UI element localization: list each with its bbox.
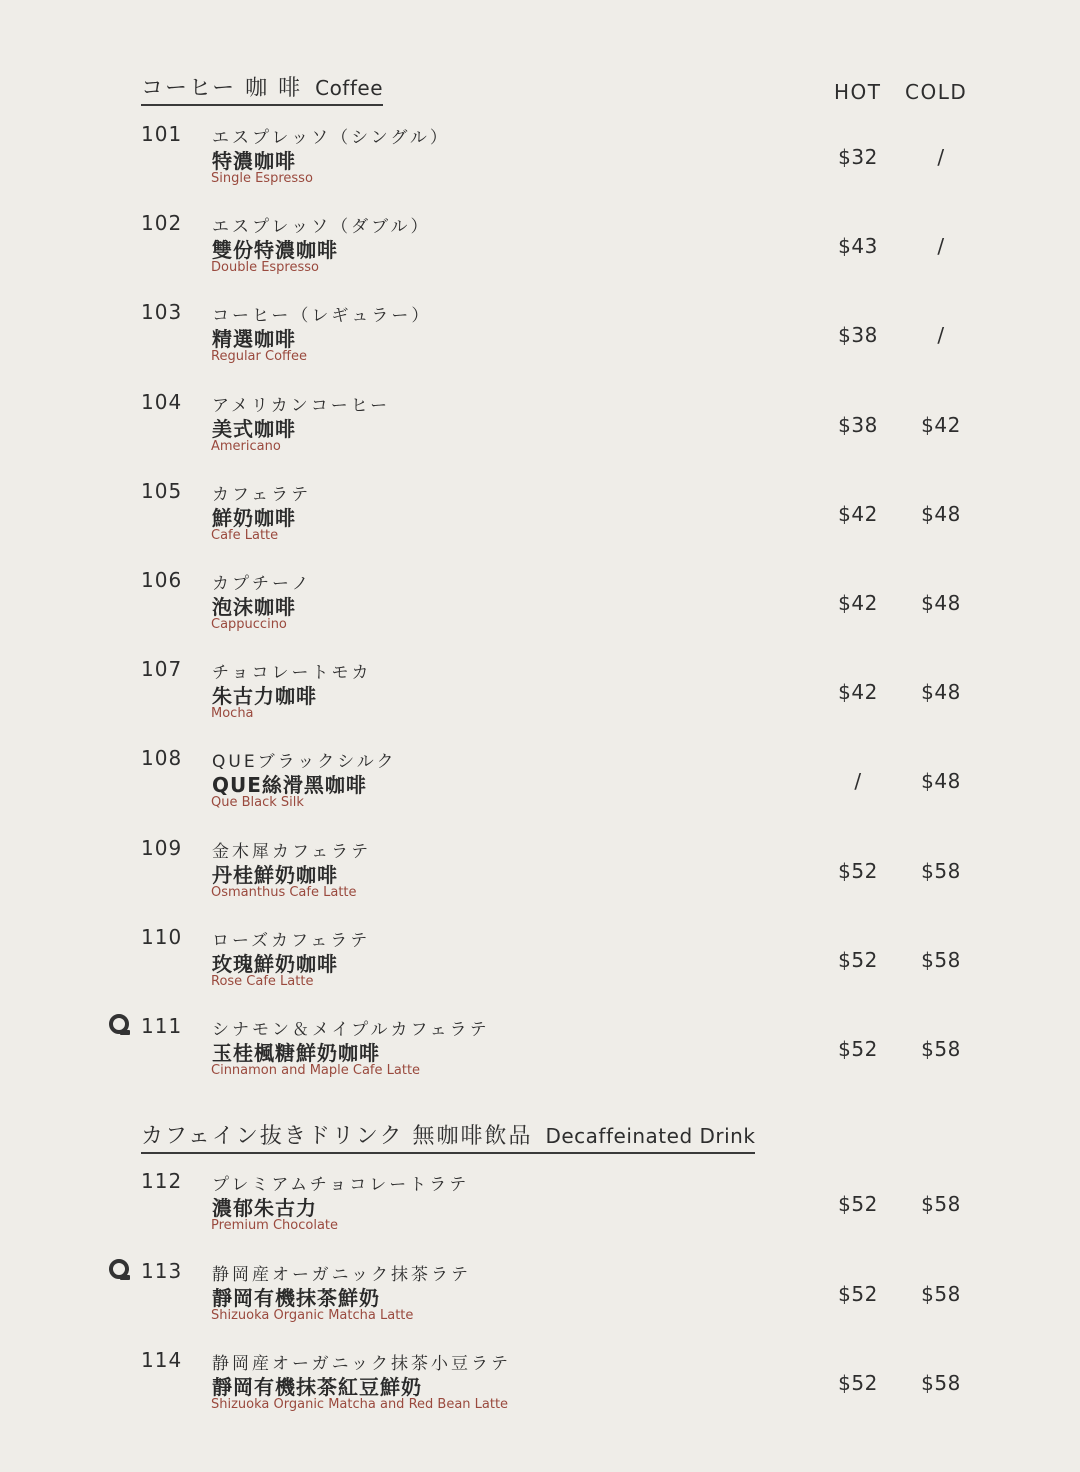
hot-price: $52 bbox=[838, 1192, 878, 1216]
item-name-en: Americano bbox=[211, 438, 281, 454]
hot-price: $38 bbox=[838, 323, 878, 348]
decaf-section-header bbox=[141, 1114, 755, 1154]
item-number: 114 bbox=[141, 1348, 183, 1372]
item-name-en: Mocha bbox=[211, 706, 254, 722]
menu-item bbox=[0, 836, 1080, 916]
item-name-jp: カプチーノ bbox=[212, 574, 312, 594]
item-number: 113 bbox=[141, 1258, 183, 1283]
hot-price: $43 bbox=[838, 234, 878, 259]
cold-price: $58 bbox=[921, 858, 961, 883]
item-name-zh: 濃郁朱古力 bbox=[212, 1196, 317, 1220]
cold-price: / bbox=[937, 145, 945, 169]
menu-item bbox=[0, 211, 1080, 291]
item-name-en: Cafe Latte bbox=[211, 527, 279, 543]
item-name-jp: アメリカンコーヒー bbox=[212, 395, 391, 416]
item-name-zh: 精選咖啡 bbox=[212, 327, 296, 352]
item-name-zh: 雙份特濃咖啡 bbox=[212, 238, 338, 263]
item-name-en: Double Espresso bbox=[211, 260, 319, 276]
cold-price: $58 bbox=[921, 1192, 961, 1216]
menu-item bbox=[0, 1348, 1080, 1428]
hot-column-header: HOT bbox=[834, 80, 882, 104]
item-name-zh: 美式咖啡 bbox=[212, 416, 296, 441]
menu-item bbox=[0, 568, 1080, 648]
cold-price: $58 bbox=[921, 1371, 961, 1395]
hot-price: $38 bbox=[838, 412, 878, 437]
item-name-zh: 玉桂楓糖鮮奶咖啡 bbox=[212, 1041, 380, 1065]
item-number: 109 bbox=[141, 835, 183, 860]
item-name-jp: チョコレートモカ bbox=[212, 663, 372, 684]
item-name-jp: コーヒー（レギュラー） bbox=[212, 306, 432, 327]
item-name-en: Shizuoka Organic Matcha and Red Bean Latte bbox=[211, 1397, 509, 1412]
menu-item bbox=[0, 479, 1080, 559]
item-name-jp: シナモン＆メイプルカフェラテ bbox=[212, 1020, 490, 1040]
menu-item bbox=[0, 390, 1080, 470]
item-number: 111 bbox=[141, 1014, 183, 1038]
item-number: 105 bbox=[141, 478, 183, 503]
item-name-en: Regular Coffee bbox=[211, 349, 307, 365]
menu-item bbox=[0, 1014, 1080, 1094]
item-number: 106 bbox=[141, 568, 183, 592]
hot-price: $52 bbox=[838, 858, 878, 883]
cold-price: $42 bbox=[921, 412, 961, 437]
cold-price: / bbox=[937, 234, 945, 259]
item-name-jp: 静岡産オーガニック抹茶ラテ bbox=[212, 1264, 471, 1285]
recommended-q-icon bbox=[108, 1013, 132, 1039]
cold-price: $58 bbox=[921, 947, 961, 972]
decaf-title-jp: カフェイン抜きドリンク 無咖啡飲品 bbox=[141, 1124, 533, 1149]
item-name-jp: QUEブラックシルク bbox=[212, 752, 397, 773]
recommended-q-icon bbox=[108, 1258, 132, 1284]
item-name-zh: 鮮奶咖啡 bbox=[212, 505, 296, 530]
item-number: 112 bbox=[141, 1169, 183, 1193]
item-name-zh: 玫瑰鮮奶咖啡 bbox=[212, 951, 338, 976]
hot-price: $52 bbox=[838, 1371, 878, 1395]
hot-price: / bbox=[854, 769, 862, 794]
menu-item bbox=[0, 300, 1080, 380]
menu-item bbox=[0, 746, 1080, 826]
item-name-zh: 靜岡有機抹茶鮮奶 bbox=[212, 1285, 380, 1310]
menu-item bbox=[0, 1259, 1080, 1339]
menu-item bbox=[0, 122, 1080, 202]
item-name-en: Premium Chocolate bbox=[211, 1218, 339, 1233]
item-name-en: Rose Cafe Latte bbox=[211, 973, 314, 989]
cold-price: $48 bbox=[921, 769, 961, 794]
item-name-jp: ローズカフェラテ bbox=[212, 930, 371, 951]
item-name-zh: QUE絲滑黑咖啡 bbox=[212, 773, 367, 798]
hot-price: $52 bbox=[838, 1281, 878, 1306]
item-name-zh: 特濃咖啡 bbox=[212, 149, 296, 173]
hot-price: $52 bbox=[838, 1037, 878, 1061]
hot-price: $42 bbox=[838, 591, 878, 615]
hot-price: $42 bbox=[838, 680, 878, 705]
menu-item bbox=[0, 925, 1080, 1005]
item-name-jp: カフェラテ bbox=[212, 484, 312, 505]
item-name-zh: 靜岡有機抹茶紅豆鮮奶 bbox=[212, 1375, 422, 1399]
decaf-section-title bbox=[141, 1119, 755, 1154]
item-name-jp: 金木犀カフェラテ bbox=[212, 841, 372, 862]
cold-price: $58 bbox=[921, 1037, 961, 1061]
item-name-en: Cinnamon and Maple Cafe Latte bbox=[211, 1063, 421, 1078]
item-name-jp: プレミアムチョコレートラテ bbox=[212, 1175, 470, 1195]
item-name-zh: 泡沫咖啡 bbox=[212, 595, 296, 619]
cold-column-header: COLD bbox=[905, 80, 968, 104]
hot-price: $32 bbox=[838, 145, 878, 169]
item-name-zh: 朱古力咖啡 bbox=[212, 684, 317, 709]
hot-price: $52 bbox=[838, 947, 878, 972]
item-number: 108 bbox=[141, 746, 183, 771]
cold-price: / bbox=[937, 323, 945, 348]
menu-item bbox=[0, 657, 1080, 737]
item-number: 102 bbox=[141, 211, 183, 236]
menu-item bbox=[0, 1169, 1080, 1249]
hot-price: $42 bbox=[838, 501, 878, 526]
cold-price: $48 bbox=[921, 680, 961, 705]
item-number: 110 bbox=[141, 924, 183, 949]
cold-price: $58 bbox=[921, 1281, 961, 1306]
coffee-title-jp: コーヒー 咖 啡 bbox=[141, 76, 303, 101]
item-number: 101 bbox=[141, 122, 183, 146]
cold-price: $48 bbox=[921, 591, 961, 615]
item-name-en: Que Black Silk bbox=[211, 795, 304, 811]
item-name-jp: 静岡産オーガニック抹茶小豆ラテ bbox=[212, 1354, 511, 1374]
item-number: 103 bbox=[141, 300, 183, 325]
item-number: 107 bbox=[141, 657, 183, 682]
coffee-section-header bbox=[141, 66, 383, 106]
item-number: 104 bbox=[141, 389, 183, 414]
item-name-zh: 丹桂鮮奶咖啡 bbox=[212, 862, 338, 887]
cold-price: $48 bbox=[921, 501, 961, 526]
item-name-jp: エスプレッソ（シングル） bbox=[212, 128, 450, 148]
item-name-en: Single Espresso bbox=[211, 171, 313, 186]
item-name-en: Cappuccino bbox=[211, 617, 287, 632]
item-name-en: Osmanthus Cafe Latte bbox=[211, 884, 357, 900]
item-name-en: Shizuoka Organic Matcha Latte bbox=[211, 1307, 414, 1323]
coffee-section-title bbox=[141, 71, 383, 106]
decaf-title-en: Decaffeinated Drink bbox=[545, 1124, 756, 1148]
item-name-jp: エスプレッソ（ダブル） bbox=[212, 217, 431, 238]
coffee-title-en: Coffee bbox=[315, 76, 384, 100]
